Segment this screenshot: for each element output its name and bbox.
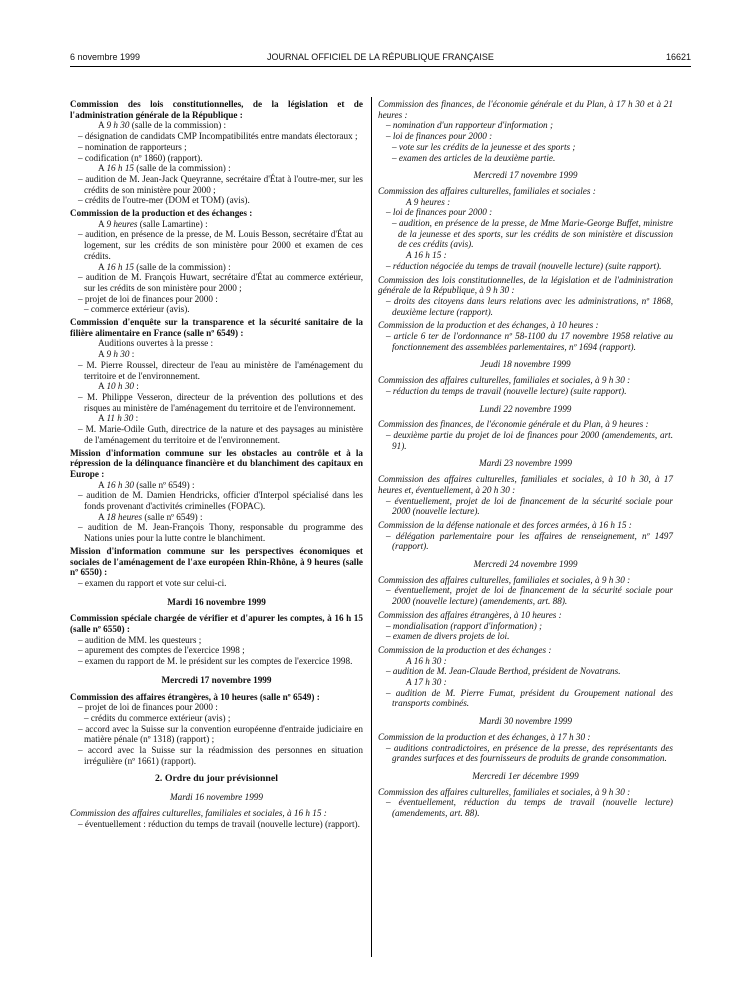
agenda-item: – éventuellement, projet de loi de financement de la sécurité sociale pour 2000 (nouvelle lecture). (386, 495, 673, 517)
committee-title: Commission des affaires culturelles, familiales et sociales, à 9 h 30 : (378, 375, 631, 386)
committee-title: Commission des lois constitutionnelles, de la législation et de l'administration générale de la République, à 9 h 30 : (378, 274, 673, 296)
time-line: A 16 h 15 (salle de la commission) : (98, 163, 231, 174)
agenda-item: – loi de finances pour 2000 : (386, 207, 493, 218)
day-heading: Mercredi 17 novembre 1999 (473, 170, 578, 181)
agenda-item: – audition de M. Damien Hendricks, officier d'Interpol spécialisé dans les fonds provenant d'activités criminelles (FOPAC). (78, 490, 363, 512)
time-line: A 9 heures (salle Lamartine) : (98, 218, 208, 229)
agenda-item: – audition de MM. les questeurs ; (78, 634, 202, 645)
agenda-item: – examen de divers projets de loi. (386, 631, 510, 642)
committee-title: Commission spéciale chargée de vérifier et d'apurer les comptes, à 16 h 15 (salle nº 6550) : (70, 613, 363, 635)
agenda-item: – codification (nº 1860) (rapport). (78, 152, 203, 163)
agenda-item: – M. Philippe Vesseron, directeur de la prévention des pollutions et des risques au ministère de l'aménagement du territoire et de l'environnement. (78, 391, 363, 413)
time-line: A 9 h 30 (salle de la commission) : (98, 120, 227, 131)
committee-block (70, 808, 363, 829)
time-line: A 16 h 15 (salle de la commission) : (98, 261, 231, 272)
agenda-item: – apurement des comptes de l'exercice 1998 ; (78, 645, 245, 656)
header-rule (70, 66, 691, 67)
agenda-item: – audition de M. Jean-Jack Queyranne, secrétaire d'État à l'outre-mer, sur les crédits de son ministère pour 2000 ; (78, 173, 363, 195)
committee-title: Commission des affaires culturelles, familiales et sociales, à 16 h 15 : (70, 807, 327, 818)
agenda-item: – audition de M. François Huwart, secrétaire d'État au commerce extérieur, sur les crédits de son ministère pour 2000 ; (78, 272, 363, 293)
committee-block (378, 419, 673, 451)
agenda-item: – vote sur les crédits de la jeunesse et des sports ; (392, 141, 576, 152)
agenda-item: – commerce extérieur (avis). (84, 304, 190, 315)
agenda-item: – article 6 ter de l'ordonnance nº 58-1100 du 17 novembre 1958 relative au fonctionnement des assemblées parlementaires, nº 1694 (rapport). (386, 331, 673, 352)
committee-title: Commission des affaires culturelles, familiales et sociales : (378, 185, 596, 196)
committee-title: Commission des affaires culturelles, familiales et sociales, à 10 h 30, à 17 heures et, éventuellement, à 20 h 30 : (378, 474, 673, 495)
agenda-item: – loi de finances pour 2000 : (386, 131, 493, 142)
committee-block (70, 317, 363, 445)
time-line: A 9 h 30 : (98, 349, 135, 360)
time-line: A 10 h 30 : (98, 381, 139, 392)
agenda-item: – audition, en présence de la presse, de M. Louis Besson, secrétaire d'État au logement, sur les crédits de son ministère pour 2000 et examen de ces crédits. (78, 229, 363, 261)
committee-block (378, 186, 673, 272)
time-line: A 11 h 30 : (98, 413, 139, 424)
committee-title: Commission d'enquête sur la transparence et la sécurité sanitaire de la filière alimentaire en France (salle nº 6549) : (70, 317, 363, 338)
left-column (70, 99, 363, 831)
agenda-item: – projet de loi de finances pour 2000 : (78, 293, 218, 304)
agenda-item: – crédits de l'outre-mer (DOM et TOM) (avis). (78, 195, 250, 206)
agenda-item: – auditions contradictoires, en présence de la presse, des représentants des grandes surfaces et des fournisseurs de produits de grande consommation. (386, 742, 673, 764)
committee-block (378, 610, 673, 642)
committee-title: Commission des affaires culturelles, familiales et sociales, à 9 h 30 : (378, 574, 631, 585)
committee-block (378, 575, 673, 607)
agenda-item: – éventuellement : réduction du temps de travail (nouvelle lecture) (rapport). (78, 818, 360, 829)
committee-title: Commission des affaires culturelles, familiales et sociales, à 9 h 30 : (378, 786, 631, 797)
time-line: A 9 heures : (406, 196, 451, 207)
agenda-item: – audition, en présence de la presse, de Mme Marie-George Buffet, ministre de la jeunesse et des sports, sur les crédits de son ministère et discussion de ces crédits (avis). (392, 218, 673, 250)
committee-block (70, 448, 363, 544)
committee-block (378, 520, 673, 552)
committee-title: Commission des affaires étrangères, à 10 heures : (378, 609, 562, 620)
day-heading: Lundi 22 novembre 1999 (479, 403, 572, 414)
time-line: A 16 h 30 : (406, 655, 447, 666)
day-heading: Mardi 16 novembre 1999 (170, 792, 263, 803)
header-page-number: 16621 (665, 52, 691, 62)
committee-title: Commission des finances, de l'économie générale et du Plan, à 17 h 30 et à 21 heures : (378, 99, 673, 120)
day-heading: Mardi 30 novembre 1999 (479, 716, 572, 727)
committee-title: Commission des finances, de l'économie générale et du Plan, à 9 heures : (378, 419, 649, 430)
committee-block (378, 787, 673, 819)
committee-title: Commission de la production et des échanges : (70, 208, 253, 219)
agenda-item: – nomination d'un rapporteur d'information ; (386, 120, 554, 131)
agenda-item: – mondialisation (rapport d'information) ; (386, 620, 543, 631)
committee-block (378, 645, 673, 709)
day-heading: Mardi 16 novembre 1999 (167, 596, 266, 607)
agenda-item: – droits des citoyens dans leurs relations avec les administrations, nº 1868, deuxième lecture (rapport). (386, 295, 673, 317)
agenda-item: – désignation de candidats CMP Incompatibilités entre mandats électoraux ; (78, 131, 358, 142)
agenda-item: – accord avec la Suisse sur la réadmission des personnes en situation irrégulière (nº 1661) (rapport). (78, 745, 363, 766)
committee-block (70, 208, 363, 315)
time-line: A 16 h 30 (salle nº 6549) : (98, 479, 195, 490)
committee-title: Commission des lois constitutionnelles, de la législation et de l'administration générale de la République : (70, 99, 363, 120)
agenda-item: – audition de M. Jean-François Thony, responsable du programme des Nations unies pour la lutte contre le blanchiment. (78, 522, 363, 544)
agenda-item: – projet de loi de finances pour 2000 : (78, 702, 218, 713)
agenda-item: – examen du rapport de M. le président sur les comptes de l'exercice 1998. (78, 656, 353, 667)
agenda-item: – réduction du temps de travail (nouvelle lecture) (suite rapport). (386, 385, 627, 396)
committee-title: Mission d'information commune sur les perspectives économiques et sociales de l'aménagement de l'axe européen Rhin-Rhône, à 9 heures (salle nº 6550) : (70, 545, 363, 578)
agenda-item: – accord avec la Suisse sur la convention européenne d'entraide judiciaire en matière pénale (nº 1318) (rapport) ; (78, 723, 363, 745)
agenda-item: – réduction négociée du temps de travail (nouvelle lecture) (suite rapport). (386, 260, 662, 271)
time-line: A 18 heures (salle nº 6549) : (98, 511, 203, 522)
agenda-item: – M. Pierre Roussel, directeur de l'eau au ministère de l'aménagement du territoire et de l'environnement. (78, 359, 363, 381)
day-heading: Mardi 23 novembre 1999 (479, 458, 572, 469)
committee-title: Commission de la défense nationale et des forces armées, à 16 h 15 : (378, 519, 632, 530)
committee-title: Commission de la production et des échanges, à 10 heures : (378, 320, 599, 331)
time-line: A 17 h 30 : (406, 677, 447, 688)
agenda-item: – nomination de rapporteurs ; (78, 141, 187, 152)
day-heading: Mercredi 24 novembre 1999 (473, 559, 578, 570)
committee-block (70, 692, 363, 767)
column-separator (371, 97, 372, 957)
committee-title: Commission de la production et des échanges, à 17 h 30 : (378, 731, 591, 742)
committee-title: Commission des affaires étrangères, à 10 heures (salle nº 6549) : (70, 691, 320, 702)
committee-block (378, 375, 673, 396)
committee-block (378, 99, 673, 163)
committee-block (378, 320, 673, 352)
agenda-item: – M. Marie-Odile Guth, directrice de la nature et des paysages au ministère de l'aménagement du territoire et de l'environnement. (78, 424, 363, 445)
committee-title: Commission de la production et des échanges : (378, 644, 552, 655)
committee-block (70, 613, 363, 667)
agenda-item: – éventuellement, projet de loi de financement de la sécurité sociale pour 2000 (nouvelle lecture) (amendements, art. 88). (386, 585, 673, 607)
agenda-item: – crédits du commerce extérieur (avis) ; (84, 712, 231, 723)
agenda-item: – éventuellement, réduction du temps de travail (nouvelle lecture) (amendements, art. 88). (386, 797, 673, 819)
committee-block (70, 99, 363, 206)
time-line: Auditions ouvertes à la presse : (98, 338, 214, 349)
day-heading: Mercredi 17 novembre 1999 (161, 674, 272, 685)
page-header (70, 52, 691, 66)
day-heading: Jeudi 18 novembre 1999 (480, 359, 571, 370)
right-column (378, 99, 673, 822)
committee-block (378, 732, 673, 764)
agenda-item: – examen des articles de la deuxième partie. (392, 152, 556, 163)
header-date: 6 novembre 1999 (70, 52, 141, 62)
day-heading: Mercredi 1er décembre 1999 (472, 770, 579, 781)
agenda-item: – audition de M. Pierre Fumat, président du Groupement national des transports combinés. (386, 687, 673, 709)
section-heading: 2. Ordre du jour prévisionnel (155, 773, 278, 785)
time-line: A 16 h 15 : (406, 250, 447, 261)
committee-title: Mission d'information commune sur les obstacles au contrôle et à la répression de la délinquance financière et du blanchiment des capitaux en Europe : (70, 447, 363, 479)
agenda-item: – audition de M. Jean-Claude Berthod, président de Novatrans. (386, 666, 621, 677)
agenda-item: – délégation parlementaire pour les affaires de renseignement, nº 1497 (rapport). (386, 530, 673, 552)
committee-block (378, 275, 673, 318)
committee-block (378, 474, 673, 517)
agenda-item: – examen du rapport et vote sur celui-ci. (78, 577, 227, 588)
header-title: JOURNAL OFFICIEL DE LA RÉPUBLIQUE FRANÇAISE (267, 52, 494, 62)
agenda-item: – deuxième partie du projet de loi de finances pour 2000 (amendements, art. 91). (386, 429, 673, 451)
committee-block (70, 546, 363, 589)
